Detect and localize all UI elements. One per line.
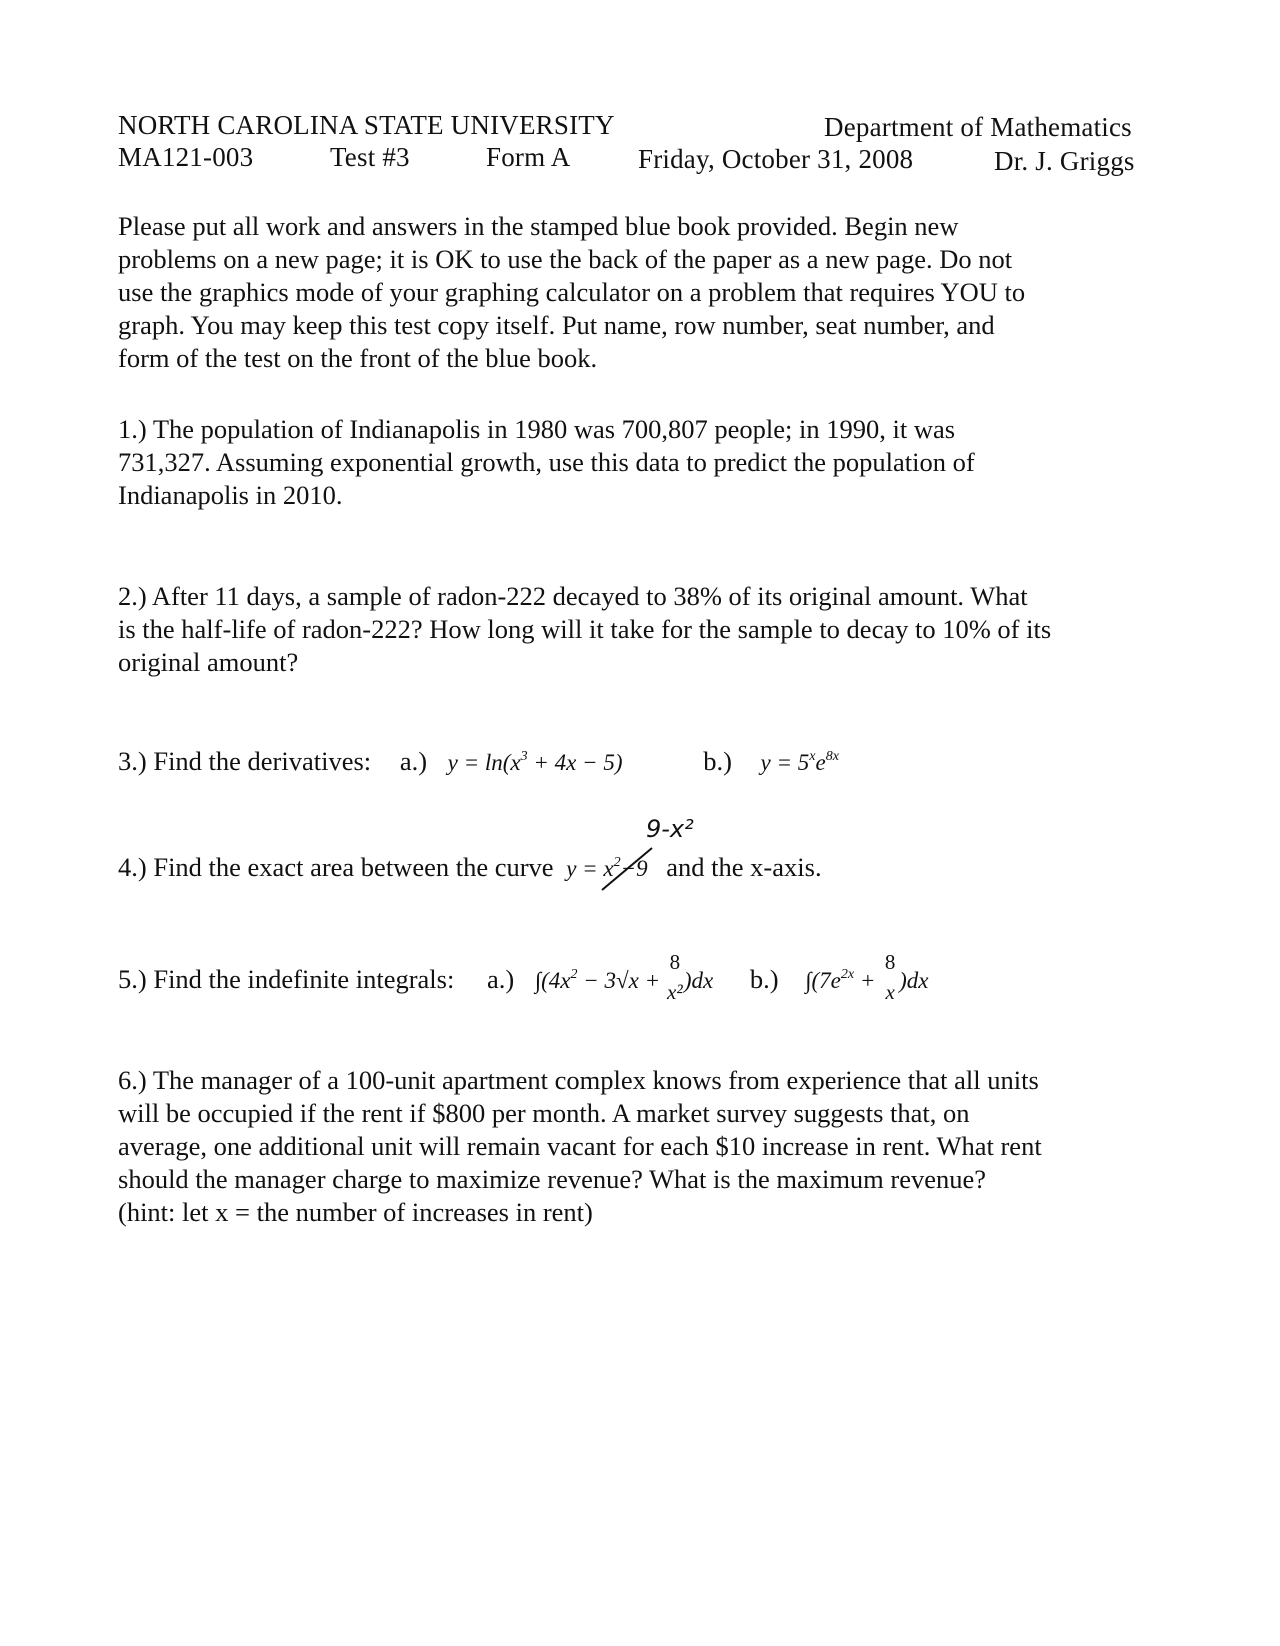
problem-1 (118, 413, 1168, 512)
problem-5 (118, 950, 929, 1004)
handwritten-correction: 9-x² (646, 815, 694, 843)
curve-expression: $y = x^2-9$ (566, 856, 647, 881)
department-name: Department of Mathematics (824, 112, 1132, 142)
problem-line: 6.) The manager of a 100-unit apartment complex knows from experience that all units (118, 1065, 1039, 1095)
derivative-b-expression: $y = 5^xe^{8x}$ (760, 749, 839, 775)
problem-6 (118, 1064, 1168, 1229)
problem-line: is the half-life of radon-222? How long will it take for the sample to decay to 10% of its (118, 614, 1052, 644)
problem-line: (hint: let x = the number of increases in rent) (118, 1197, 593, 1227)
struck-term: −9 (620, 856, 648, 881)
part-b-label: b.) (749, 964, 779, 994)
test-date: Friday, October 31, 2008 (638, 144, 914, 174)
problem-3 (118, 746, 839, 777)
instructions (118, 210, 1168, 375)
instructions-line: form of the test on the front of the blue book. (118, 343, 598, 373)
problem-4-suffix: and the x-axis. (666, 852, 822, 882)
problem-line: average, one additional unit will remain vacant for each $10 increase in rent. What rent (118, 1131, 1042, 1161)
course-code: MA121-003 (118, 142, 254, 172)
strike-mark (600, 846, 660, 896)
instructions-line: graph. You may keep this test copy itself. Put name, row number, seat number, and (118, 310, 995, 340)
problem-line: will be occupied if the rent if $800 per month. A market survey suggests that, on (118, 1098, 970, 1128)
part-a-label: a.) (486, 964, 515, 994)
problem-4-prefix: 4.) Find the exact area between the curve (118, 852, 554, 882)
test-form: Form A (486, 142, 571, 172)
problem-line: 1.) The population of Indianapolis in 1980 was 700,807 people; in 1990, it was (118, 414, 956, 444)
part-a-label: a.) (399, 746, 428, 776)
integral-a-expression: $\int(4x^2 - 3√x$ + 8 x² )dx (534, 950, 714, 1004)
problem-line: Indianapolis in 2010. (118, 480, 343, 510)
test-number: Test #3 (330, 142, 410, 172)
university-name: NORTH CAROLINA STATE UNIVERSITY (118, 110, 615, 140)
instructions-line: problems on a new page; it is OK to use the back of the paper as a new page. Do not (118, 244, 1013, 274)
problem-5-prefix: 5.) Find the indefinite integrals: (118, 964, 455, 994)
derivative-a-expression: $y = \ln(x^3 + 4x - 5)$ (447, 749, 623, 775)
part-b-label: b.) (703, 746, 732, 776)
integral-b-expression: $\int(7e^{2x}$ + 8 x )dx (805, 950, 929, 1004)
problem-line: original amount? (118, 647, 299, 677)
problem-line: 2.) After 11 days, a sample of radon-222 decayed to 38% of its original amount. What (118, 581, 1028, 611)
instructor-name: Dr. J. Griggs (994, 146, 1135, 176)
problem-2 (118, 580, 1168, 679)
problem-4 (118, 852, 822, 883)
instructions-line: use the graphics mode of your graphing calculator on a problem that requires YOU to (118, 277, 1026, 307)
problem-3-prefix: 3.) Find the derivatives: (118, 746, 372, 776)
problem-line: should the manager charge to maximize revenue? What is the maximum revenue? (118, 1164, 987, 1194)
problem-line: 731,327. Assuming exponential growth, use this data to predict the population of (118, 447, 975, 477)
instructions-line: Please put all work and answers in the stamped blue book provided. Begin new (118, 211, 959, 241)
